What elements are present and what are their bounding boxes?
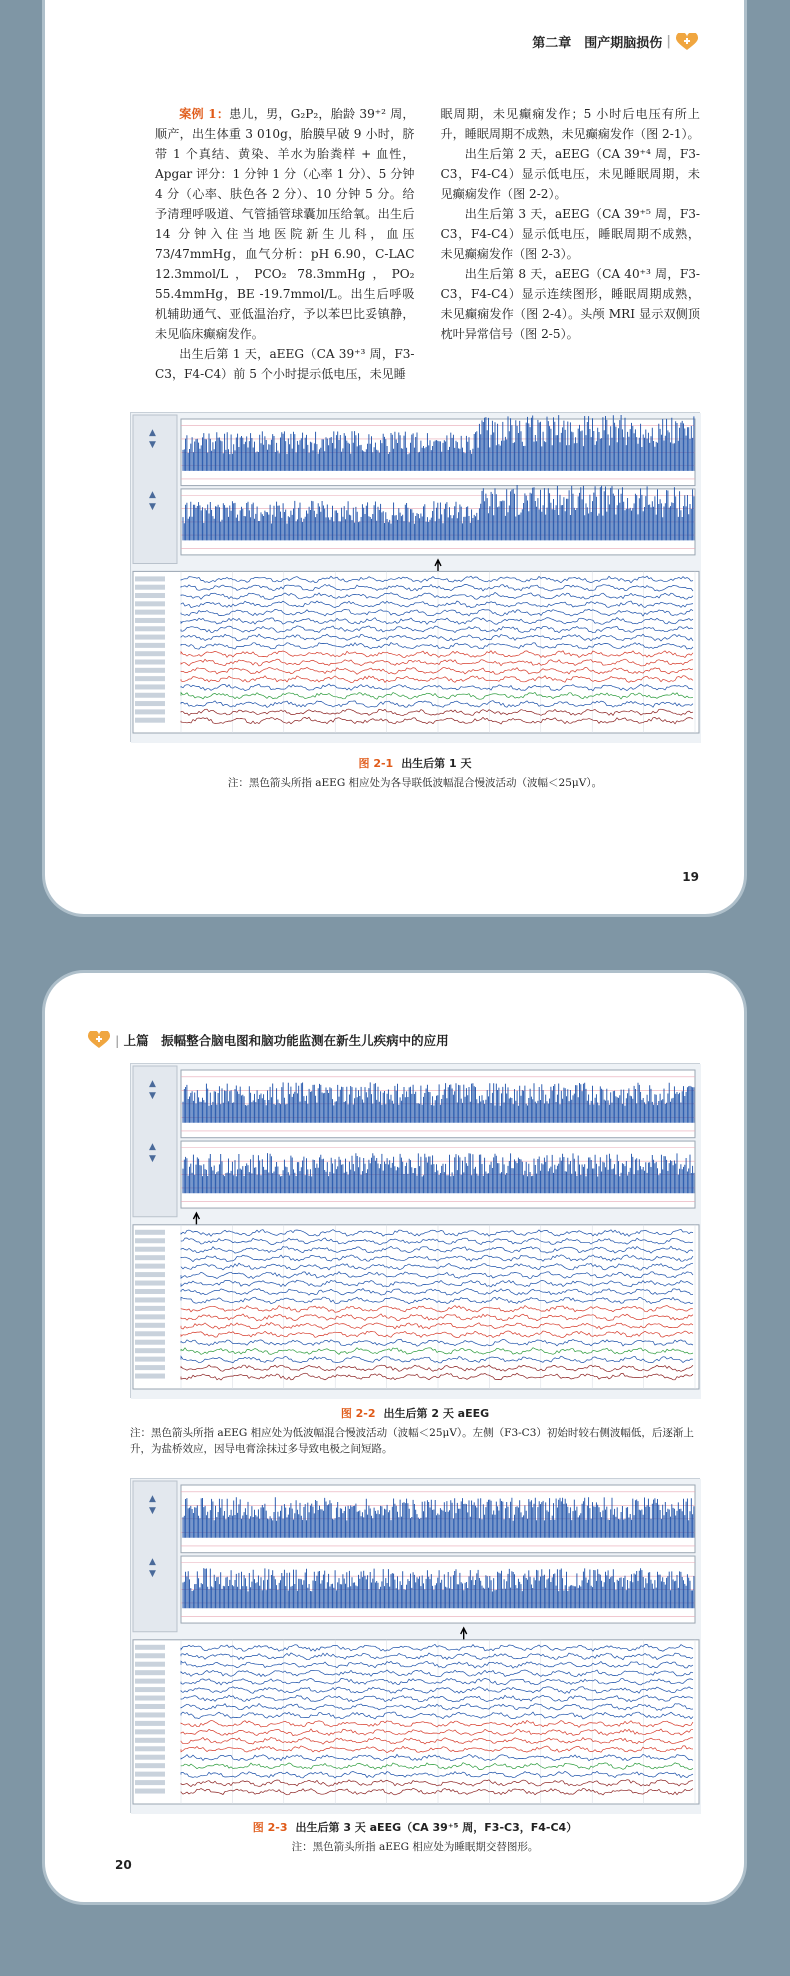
- figure-title: 出生后第 2 天 aEEG: [383, 1407, 490, 1420]
- case-label: 案例 1：: [179, 107, 230, 121]
- figure-2-3-caption: [130, 1819, 700, 1855]
- body-text: [155, 104, 700, 384]
- figure-number: 图 2-3: [252, 1821, 288, 1834]
- aeeg-recording: [131, 1479, 701, 1814]
- running-header: | 上篇 振幅整合脑电图和脑功能监测在新生儿疾病中的应用: [87, 1031, 449, 1049]
- figure-number: 图 2-1: [358, 757, 394, 770]
- text-column-left: [155, 104, 415, 384]
- paragraph: 眠周期，未见癫痫发作；5 小时后电压有所上升，睡眠周期不成熟，未见癫痫发作（图 2-1）。: [440, 107, 700, 141]
- page-19: [42, 0, 747, 917]
- hand-heart-logo-icon: [675, 33, 699, 51]
- paragraph: 出生后第 2 天，aEEG（CA 39⁺⁴ 周，F3-C3，F4-C4）显示低电压，未见睡眠周期，未见癫痫发作（图 2-2）。: [440, 147, 700, 201]
- paragraph: 出生后第 1 天，aEEG（CA 39⁺³ 周，F3-C3，F4-C4）前 5 个小时提示低电压，未见睡: [155, 347, 415, 381]
- figure-2-2-caption: [130, 1405, 700, 1457]
- aeeg-recording: [131, 413, 701, 743]
- svg-text:▼: ▼: [149, 1091, 156, 1101]
- figure-2-2-image: [130, 1063, 700, 1398]
- svg-text:▼: ▼: [149, 1154, 156, 1165]
- running-header: 第二章 围产期脑损伤 |: [532, 32, 699, 51]
- svg-text:▲: ▲: [149, 489, 156, 500]
- page-number: 19: [682, 870, 699, 884]
- aeeg-recording: [131, 1064, 701, 1399]
- svg-text:▲: ▲: [149, 1557, 156, 1568]
- chapter-title: 第二章 围产期脑损伤: [532, 36, 663, 51]
- paragraph: 出生后第 3 天，aEEG（CA 39⁺⁵ 周，F3-C3，F4-C4）显示低电压，睡眠周期不成熟，未见癫痫发作（图 2-3）。: [440, 207, 700, 261]
- figure-2-1-image: [130, 412, 700, 742]
- part-title: 上篇 振幅整合脑电图和脑功能监测在新生儿疾病中的应用: [123, 1033, 449, 1048]
- figure-title: 出生后第 3 天 aEEG（CA 39⁺⁵ 周，F3-C3，F4-C4）: [295, 1821, 578, 1834]
- figure-note: 注：黑色箭头所指 aEEG 相应处为睡眠期交替图形。: [291, 1841, 539, 1853]
- figure-2-1-caption: [130, 755, 700, 791]
- figure-2-3-image: [130, 1478, 700, 1813]
- page-20: [42, 970, 747, 1905]
- svg-text:▲: ▲: [149, 1142, 156, 1153]
- text-column-right: [441, 104, 701, 384]
- svg-text:▼: ▼: [149, 1506, 156, 1516]
- svg-text:▼: ▼: [149, 1569, 156, 1580]
- page-number: 20: [115, 1858, 132, 1872]
- hand-heart-logo-icon: [87, 1031, 111, 1049]
- figure-note: 注：黑色箭头所指 aEEG 相应处为低波幅混合慢波活动（波幅＜25μV）。左侧（F3-C3）初始时较右侧波幅低，后逐渐上升，为盐桥效应，因导电膏涂抹过多导致电极之间短路。: [130, 1427, 694, 1455]
- svg-text:▲: ▲: [149, 428, 156, 438]
- figure-note: 注：黑色箭头所指 aEEG 相应处为各导联低波幅混合慢波活动（波幅＜25μV）。: [227, 777, 603, 789]
- svg-text:▼: ▼: [149, 501, 156, 512]
- case-paragraph: 案例 1：患儿，男，G₂P₂，胎龄 39⁺² 周，顺产，出生体重 3 010g，胎膜早破 9 小时，脐带 1 个真结、黄染、羊水为胎粪样 + 血性，Apgar 评分：1 分钟 1 分（心率 1 分）、5 分钟 4 分（心率、肤色各 2 分）、10 分钟 5 分。给予清理呼吸道、气管插管球囊加压给氧。出生后 14 分钟入住当地医院新生儿科，血压 73/47mmHg，血气分析：pH 6.90，C-LAC 12.3mmol/L，PCO₂ 78.3mmHg，PO₂ 55.4mmHg，BE -19.7mmol/L。出生后呼吸机辅助通气、亚低温治疗，予以苯巴比妥镇静，未见临床癫痫发作。: [155, 107, 415, 341]
- paragraph: 出生后第 8 天，aEEG（CA 40⁺³ 周，F3-C3，F4-C4）显示连续图形，睡眠周期成熟，未见癫痫发作（图 2-4）。头颅 MRI 显示双侧顶枕叶异常信号（图 2-5）。: [440, 267, 700, 341]
- svg-text:▼: ▼: [149, 440, 156, 450]
- svg-text:▲: ▲: [149, 1494, 156, 1504]
- svg-text:▲: ▲: [149, 1079, 156, 1089]
- figure-number: 图 2-2: [340, 1407, 376, 1420]
- figure-title: 出生后第 1 天: [401, 757, 472, 770]
